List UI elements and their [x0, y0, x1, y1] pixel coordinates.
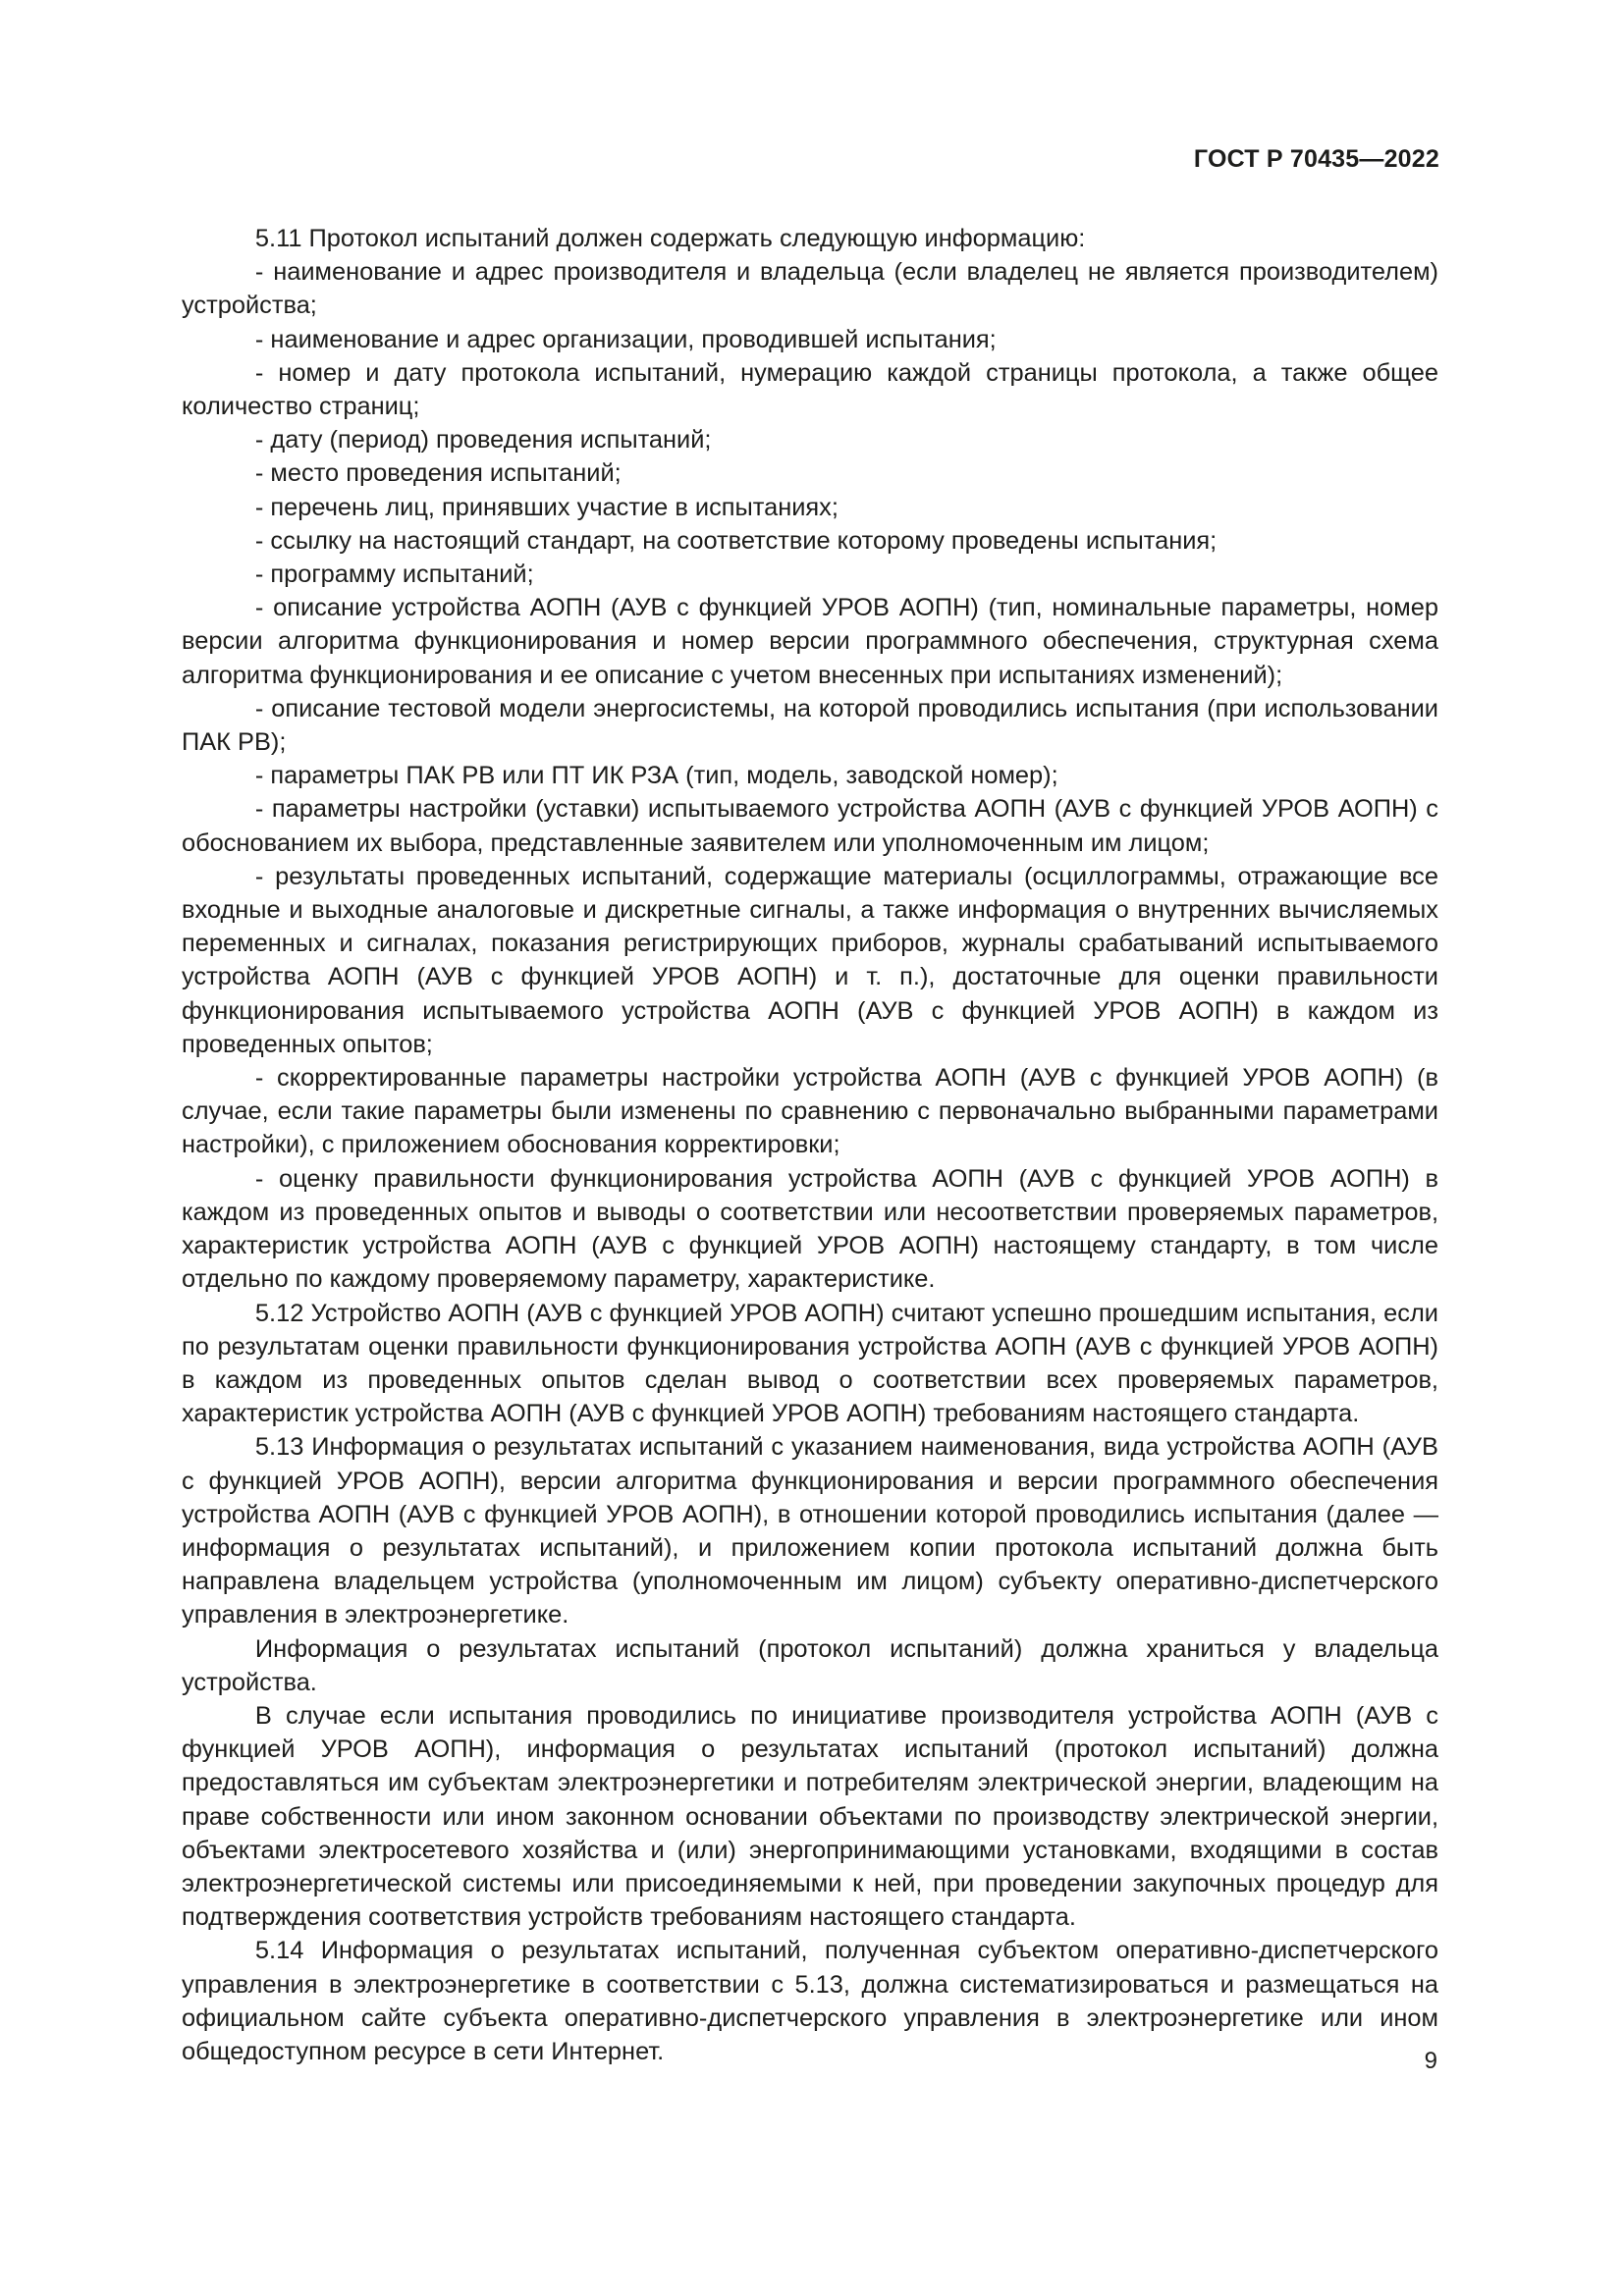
list-item-protocol-number: - номер и дату протокола испытаний, нумерацию каждой страницы протокола, а также общее количество страниц; — [182, 358, 1438, 421]
list-item-equipment-parameters: - параметры ПАК РВ или ПТ ИК РЗА (тип, модель, заводской номер); — [254, 762, 1058, 790]
list-item-settings: - параметры настройки (уставки) испытываемого устройства АОПН (АУВ с функцией УРОВ АОПН) с обоснованием их выбора, представленные заявителем или уполномоченным им лицом; — [182, 795, 1438, 857]
list-item-test-date: - дату (период) проведения испытаний; — [254, 426, 712, 454]
clause-5-13: 5.13 Информация о результатах испытаний с указанием наименования, вида устройства АОПН (АУВ с функцией УРОВ АОПН), версии алгоритма функционирования и версии программного обеспечения устройства АОПН (АУВ с функцией УРОВ АОПН), в отношении которой проводились испытания (далее — информация о результатах испытаний), и приложением копии протокола испытаний должна быть направлена владельцем устройства (уполномоченным им лицом) субъекту оперативно-диспетчерского управления в электроэнергетике. — [182, 1433, 1438, 1629]
page-number: 9 — [1424, 2048, 1437, 2074]
list-item-participants: - перечень лиц, принявших участие в испытаниях; — [254, 493, 839, 521]
clause-5-13-manufacturer-initiative: В случае если испытания проводились по инициативе производителя устройства АОПН (АУВ с функцией УРОВ АОПН), информация о результатах испытаний (протокол испытаний) должна предоставляться им субъектам электроэнергетики и потребителям электрической энергии, владеющим на праве собственности или ином законном основании объектами по производству электрической энергии, объектами электросетевого хозяйства и (или) энергопринимающими установками, входящими в состав электроэнергетической системы или присоединяемыми к ней, при проведении закупочных процедур для подтверждения соответствия устройств требованиям настоящего стандарта. — [182, 1701, 1438, 1932]
clause-5-13-storage: Информация о результатах испытаний (протокол испытаний) должна храниться у владельца устройства. — [182, 1634, 1438, 1696]
document-body — [182, 222, 1438, 2068]
clause-5-12: 5.12 Устройство АОПН (АУВ с функцией УРОВ АОПН) считают успешно прошедшим испытания, если по результатам оценки правильности функционирования устройства АОПН (АУВ с функцией УРОВ АОПН) в каждом из проведенных опытов сделан вывод о соответствии всех проверяемых параметров, характеристик устройства АОПН (АУВ с функцией УРОВ АОПН) требованиям настоящего стандарта. — [182, 1299, 1438, 1428]
list-item-device-description: - описание устройства АОПН (АУВ с функцией УРОВ АОПН) (тип, номинальные параметры, номер версии алгоритма функционирования и номер версии программного обеспечения, структурная схема алгоритма функционирования и ее описание с учетом внесенных при испытаниях изменений); — [182, 594, 1438, 689]
list-item-test-place: - место проведения испытаний; — [254, 459, 622, 488]
list-item-test-results: - результаты проведенных испытаний, содержащие материалы (осциллограммы, отражающие все входные и выходные аналоговые и дискретные сигналы, а также информация о внутренних вычисляемых переменных и сигналах, показания регистрирующих приборов, журналы срабатываний испытываемого устройства АОПН (АУВ с функцией УРОВ АОПН) и т. п.), достаточные для оценки правильности функционирования испытываемого устройства АОПН (АУВ с функцией УРОВ АОПН) в каждом из проведенных опытов; — [182, 862, 1438, 1058]
list-item-standard-reference: - ссылку на настоящий стандарт, на соответствие которому проведены испытания; — [254, 526, 1218, 555]
clause-5-11-intro: 5.11 Протокол испытаний должен содержать следующую информацию: — [254, 225, 1086, 252]
list-item-corrected-settings: - скорректированные параметры настройки устройства АОПН (АУВ с функцией УРОВ АОПН) (в случае, если такие параметры были изменены по сравнению с первоначально выбранными параметрами настройки), с приложением обоснования корректировки; — [182, 1064, 1438, 1159]
clause-5-14: 5.14 Информация о результатах испытаний, полученная субъектом оперативно-диспетчерского управления в электроэнергетике в соответствии с 5.13, должна систематизироваться и размещаться на официальном сайте субъекта оперативно-диспетчерского управления в электроэнергетике или ином общедоступном ресурсе в сети Интернет. — [182, 1937, 1438, 2065]
list-item-evaluation: - оценку правильности функционирования устройства АОПН (АУВ с функцией УРОВ АОПН) в каждом из проведенных опытов и выводы о соответствии или несоответствии проверяемых параметров, характеристик устройства АОПН (АУВ с функцией УРОВ АОПН) настоящему стандарту, в том числе отдельно по каждому проверяемому параметру, характеристике. — [182, 1164, 1438, 1294]
list-item-test-model: - описание тестовой модели энергосистемы, на которой проводились испытания (при использовании ПАК РВ); — [182, 694, 1438, 757]
list-item-test-organization: - наименование и адрес организации, проводившей испытания; — [254, 325, 997, 353]
list-item-manufacturer: - наименование и адрес производителя и владельца (если владелец не является производителем) устройства; — [182, 258, 1438, 320]
list-item-test-program: - программу испытаний; — [254, 561, 534, 589]
document-id-header: ГОСТ Р 70435—2022 — [1193, 145, 1439, 173]
